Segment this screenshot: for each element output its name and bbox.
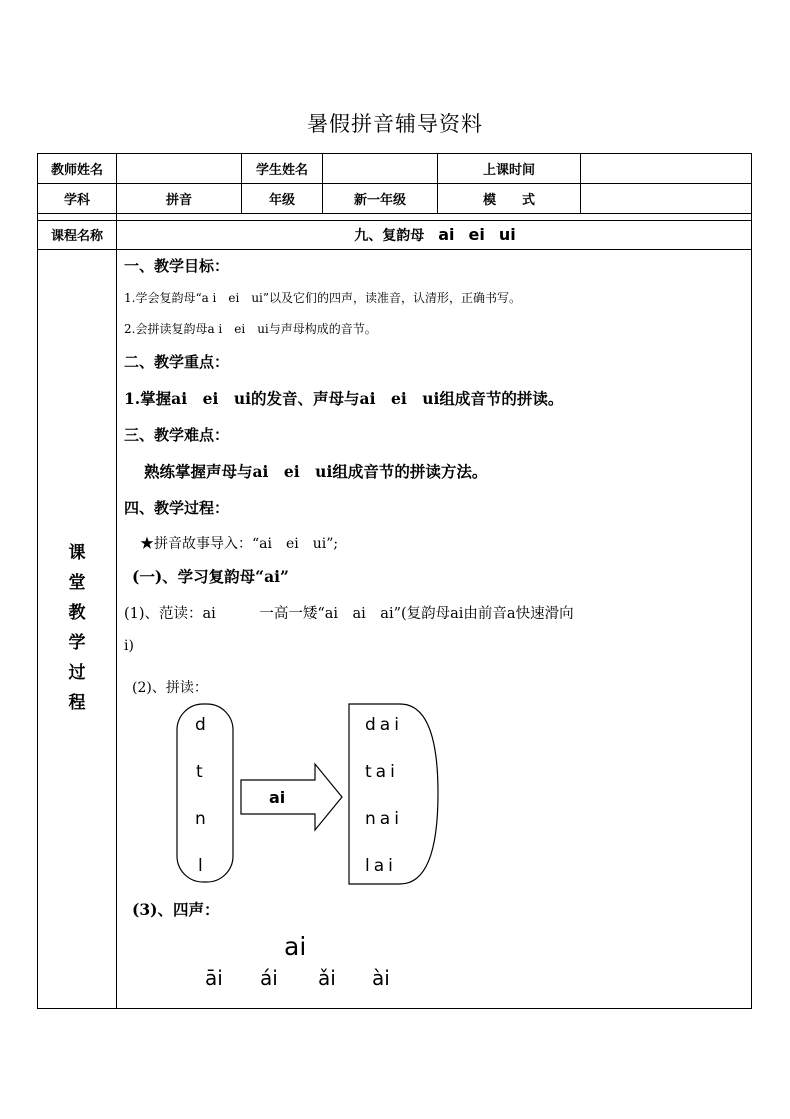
tone-4: ài (372, 966, 390, 990)
side-char: 程 (68, 693, 86, 713)
model-reading-line: (1)、范读：ai 一高一矮“ai ai ai”(复韵母ai由前音a快速滑向 (124, 606, 574, 622)
side-char: 过 (68, 663, 86, 683)
course-finals-ei: ei (468, 225, 485, 244)
teacher-value[interactable] (117, 154, 241, 183)
grade-value: 新一年级 (353, 193, 406, 208)
spelling-step: (2)、拼读： (132, 680, 208, 696)
syllable-lai: lai (365, 856, 397, 876)
mode-value[interactable] (581, 184, 751, 213)
row-divider (37, 249, 752, 250)
initial-l: l (198, 856, 203, 876)
course-prefix: 九、复韵母 (354, 227, 425, 244)
sub-section-heading: (一)、学习复韵母“ai” (132, 567, 289, 586)
tone-1: āi (205, 966, 223, 990)
story-intro: ★拼音故事导入：“ai ei ui”; (140, 536, 339, 552)
side-char: 学 (68, 633, 86, 653)
teacher-label: 教师姓名 (50, 163, 103, 178)
model-reading-wrap: i) (124, 638, 134, 654)
key-points-heading: 二、教学重点： (124, 353, 230, 371)
subject-value: 拼音 (165, 193, 192, 208)
side-label (38, 538, 116, 713)
course-finals-ui: ui (498, 225, 516, 244)
grade-label: 年级 (268, 193, 295, 208)
initial-d: d (195, 715, 206, 735)
tone-2: ái (260, 966, 278, 990)
spelling-diagram (170, 700, 450, 890)
tone-base: ai (284, 932, 307, 961)
student-value[interactable] (323, 154, 437, 183)
difficulty-line: 熟练掌握声母与ai ei ui组成音节的拼读方法。 (144, 462, 488, 481)
difficulty-heading: 三、教学难点： (124, 426, 230, 444)
arrow-label: ai (269, 788, 286, 807)
course-name (118, 220, 752, 249)
time-label: 上课时间 (482, 163, 535, 178)
tone-3: ǎi (318, 966, 336, 990)
page-title: 暑假拼音辅导资料 (307, 112, 483, 136)
col-divider (116, 153, 117, 1009)
syllable-nai: nai (365, 809, 403, 829)
time-value[interactable] (581, 154, 751, 183)
initial-n: n (195, 809, 206, 829)
side-char: 教 (68, 603, 86, 623)
arrow-shape (241, 764, 342, 830)
row-divider (37, 213, 752, 214)
side-char: 课 (68, 543, 86, 563)
process-heading: 四、教学过程： (124, 499, 230, 517)
syllable-tai: tai (365, 762, 399, 782)
initial-t: t (196, 762, 203, 782)
objective-item-1: 1.学会复韵母“a i ei ui”以及它们的四声，读准音，认清形，正确书写。 (124, 291, 522, 305)
objective-item-2: 2.会拼读复韵母a i ei ui与声母构成的音节。 (124, 322, 377, 336)
subject-label: 学科 (63, 193, 90, 208)
four-tones-step: (3)、四声： (132, 900, 220, 919)
key-point-line: 1.掌握ai ei ui的发音、声母与ai ei ui组成音节的拼读。 (124, 389, 564, 408)
mode-label: 模 式 (482, 193, 535, 208)
side-char: 堂 (68, 573, 86, 593)
objectives-heading: 一、教学目标： (124, 257, 230, 275)
student-label: 学生姓名 (255, 163, 308, 178)
course-label: 课程名称 (50, 229, 103, 244)
course-finals-ai: ai (438, 225, 455, 244)
syllable-dai: dai (365, 715, 403, 735)
